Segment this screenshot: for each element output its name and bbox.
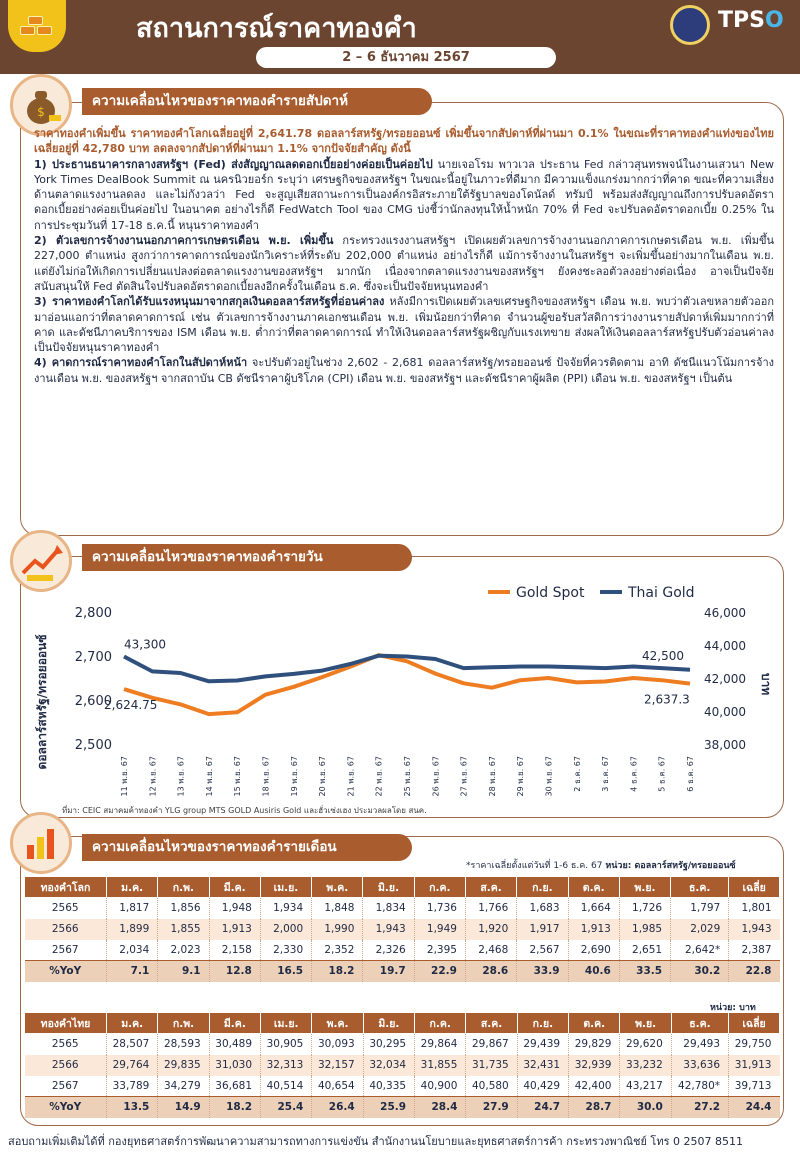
series-line-gold-spot bbox=[124, 655, 690, 714]
table-cell: 31,735 bbox=[466, 1055, 517, 1076]
table-row bbox=[25, 1097, 780, 1118]
table-cell: 28,593 bbox=[158, 1034, 209, 1055]
y-tick-left: 2,700 bbox=[74, 650, 112, 665]
table-cell: 29,750 bbox=[729, 1034, 780, 1055]
table-cell: 33,232 bbox=[620, 1055, 671, 1076]
table-cell: 31,913 bbox=[729, 1055, 780, 1076]
y-axis-left-label: ดอลลาร์สหรัฐ/ทรอยออนซ์ bbox=[35, 634, 49, 770]
x-tick-label: 20 พ.ย. 67 bbox=[318, 756, 328, 797]
table-cell: 1,797 bbox=[671, 898, 729, 919]
table-cell: 2,468 bbox=[465, 940, 516, 961]
table-cell: 28.7 bbox=[569, 1097, 620, 1118]
table-cell: 2,387 bbox=[729, 940, 780, 961]
table-cell: 2,690 bbox=[568, 940, 619, 961]
table-cell: 2,642* bbox=[671, 940, 729, 961]
table-cell: 29,764 bbox=[107, 1055, 158, 1076]
table-column-header: ก.ค. bbox=[415, 1013, 466, 1034]
table-cell: 22.8 bbox=[729, 961, 780, 982]
table-row bbox=[25, 961, 780, 982]
row-label: %YoY bbox=[25, 961, 107, 982]
x-tick-label: 18 พ.ย. 67 bbox=[261, 756, 271, 797]
table-cell: 40,514 bbox=[261, 1076, 312, 1097]
y-tick-right: 42,000 bbox=[704, 672, 746, 686]
table-cell: 18.2 bbox=[209, 1097, 260, 1118]
x-tick-label: 28 พ.ย. 67 bbox=[487, 756, 497, 797]
table-cell: 33.5 bbox=[619, 961, 670, 982]
table-cell: 30,093 bbox=[312, 1034, 363, 1055]
table-column-header: ม.ค. bbox=[107, 877, 158, 898]
daily-price-chart bbox=[20, 574, 780, 804]
table-column-header: พ.ย. bbox=[620, 1013, 671, 1034]
table-cell: 39,713 bbox=[729, 1076, 780, 1097]
ministry-seal-icon bbox=[670, 5, 710, 45]
table-cell: 1,766 bbox=[465, 898, 516, 919]
table-cell: 1,990 bbox=[312, 919, 363, 940]
table-cell: 2,000 bbox=[260, 919, 311, 940]
table-column-header: ต.ค. bbox=[569, 1013, 620, 1034]
table-cell: 1,848 bbox=[312, 898, 363, 919]
table-cell: 32,939 bbox=[569, 1055, 620, 1076]
table-cell: 30,295 bbox=[363, 1034, 414, 1055]
table-column-header: เม.ย. bbox=[261, 1013, 312, 1034]
table-cell: 2,352 bbox=[312, 940, 363, 961]
table-cell: 28.6 bbox=[465, 961, 516, 982]
table-cell: 32,431 bbox=[517, 1055, 568, 1076]
table-cell: 31,855 bbox=[415, 1055, 466, 1076]
table-cell: 9.1 bbox=[158, 961, 209, 982]
table-corner-header: ทองคำโลก bbox=[25, 877, 107, 898]
weekly-point: 2) ตัวเลขการจ้างงานนอกภาคการเกษตรเดือน พ.ย. เพิ่มขึ้น กระทรวงแรงงานสหรัฐฯ เปิดเผยตัวเลขการจ้างงานนอกภาคการเกษตรเดือน พ.ย. เพิ่มขึ้น 227,000 ตำแหน่ง สูงกว่าการคาดการณ์ของนักวิเคราะห์ที่ระดับ 202,000 ตำแหน่ง อย่างไรก็ดี แม้การจ้างงานในสหรัฐฯ จะเพิ่มขึ้นอย่างมากในเดือน พ.ย. แต่ยังไม่ก่อให้เกิดการเปลี่ยนแปลงต่อตลาดแรงงานของสหรัฐฯ มากนัก เนื่องจากตลาดแรงงานของสหรัฐฯ ยังคงชะลอตัวลงอย่างต่อเนื่อง อาจเป็นปัจจัยสนับสนุนให้ Fed ตัดสินใจปรับลดอัตราดอกเบี้ยลงอีกครั้งในเดือน ธ.ค. ซึ่งจะเป็นปัจจัยหนุนทองคำ bbox=[34, 234, 775, 293]
gold-bars-icon bbox=[8, 0, 66, 52]
table-cell: 32,313 bbox=[261, 1055, 312, 1076]
weekly-lead: ราคาทองคำเพิ่มขึ้น ราคาทองคำโลกเฉลี่ยอยู่ที่ 2,641.78 ดอลลาร์สหรัฐ/ทรอยออนซ์ เพิ่มขึ้นจากสัปดาห์ที่ผ่านมา 0.1% ในขณะที่ราคาทองคำแท่งของไทยเฉลี่ยอยู่ที่ 42,780 บาท ลดลงจากสัปดาห์ที่ผ่านมา 1.1% จากปัจจัยสำคัญ ดังนี้ bbox=[34, 127, 774, 156]
tpso-logo: TPSO bbox=[718, 8, 784, 33]
table-cell: 2,567 bbox=[517, 940, 568, 961]
table-cell: 27.9 bbox=[466, 1097, 517, 1118]
page-title: สถานการณ์ราคาทองคำ bbox=[136, 13, 417, 44]
table-column-header: มิ.ย. bbox=[363, 1013, 414, 1034]
table-cell: 29,439 bbox=[517, 1034, 568, 1055]
table-note: *ราคาเฉลี่ยตั้งแต่วันที่ 1-6 ธ.ค. 67 หน่วย: ดอลลาร์สหรัฐ/ทรอยออนซ์ bbox=[466, 861, 736, 871]
table-cell: 14.9 bbox=[158, 1097, 209, 1118]
table-cell: 1,985 bbox=[619, 919, 670, 940]
table-column-header: มิ.ย. bbox=[363, 877, 414, 898]
table-cell: 2,158 bbox=[209, 940, 260, 961]
table-cell: 1,834 bbox=[363, 898, 414, 919]
table-cell: 29,835 bbox=[158, 1055, 209, 1076]
table-cell: 25.9 bbox=[363, 1097, 414, 1118]
table-cell: 1,920 bbox=[465, 919, 516, 940]
x-tick-label: 26 พ.ย. 67 bbox=[431, 756, 441, 797]
y-tick-left: 2,600 bbox=[74, 694, 112, 709]
table-cell: 32,034 bbox=[363, 1055, 414, 1076]
row-label: 2565 bbox=[51, 1038, 79, 1051]
table-cell: 1,917 bbox=[517, 919, 568, 940]
table-cell: 1,855 bbox=[158, 919, 209, 940]
x-tick-label: 3 ธ.ค. 67 bbox=[601, 756, 611, 792]
table-cell: 2,395 bbox=[414, 940, 465, 961]
table-column-header: เฉลี่ย bbox=[729, 1013, 780, 1034]
table-cell: 1,943 bbox=[729, 919, 780, 940]
table-cell: 1,736 bbox=[414, 898, 465, 919]
table-cell: 30,489 bbox=[209, 1034, 260, 1055]
row-label: 2566 bbox=[25, 1055, 107, 1076]
table-cell: 2,326 bbox=[363, 940, 414, 961]
legend-label-thai-gold: Thai Gold bbox=[628, 585, 695, 601]
x-tick-label: 21 พ.ย. 67 bbox=[346, 756, 356, 797]
table-cell: 34,279 bbox=[158, 1076, 209, 1097]
y-tick-right: 40,000 bbox=[704, 705, 746, 719]
table-cell: 1,948 bbox=[209, 898, 260, 919]
table-column-header: เฉลี่ย bbox=[729, 877, 780, 898]
table-cell: 2,034 bbox=[107, 940, 158, 961]
table-cell: 31,030 bbox=[209, 1055, 260, 1076]
x-tick-label: 4 ธ.ค. 67 bbox=[629, 756, 639, 792]
header-banner bbox=[0, 0, 800, 74]
table-column-header: พ.ค. bbox=[312, 1013, 363, 1034]
world-gold-table bbox=[24, 876, 780, 982]
table-cell: 29,867 bbox=[466, 1034, 517, 1055]
table-column-header: ส.ค. bbox=[466, 1013, 517, 1034]
thai-gold-table bbox=[24, 1012, 780, 1118]
table-cell: 22.9 bbox=[414, 961, 465, 982]
table-column-header: ก.พ. bbox=[158, 1013, 209, 1034]
table-cell: 16.5 bbox=[260, 961, 311, 982]
row-label: %YoY bbox=[25, 1097, 107, 1118]
table-row bbox=[25, 1034, 780, 1055]
table-cell: 1,817 bbox=[107, 898, 158, 919]
table-cell: 1,899 bbox=[107, 919, 158, 940]
table-column-header: เม.ย. bbox=[260, 877, 311, 898]
table-cell: 1,943 bbox=[363, 919, 414, 940]
row-label: 2565 bbox=[51, 902, 79, 915]
table-row bbox=[25, 919, 780, 940]
x-tick-label: 11 พ.ย. 67 bbox=[120, 756, 129, 797]
table-column-header: ก.ค. bbox=[414, 877, 465, 898]
table-cell: 40.6 bbox=[568, 961, 619, 982]
table-column-header: ส.ค. bbox=[465, 877, 516, 898]
y-tick-right: 46,000 bbox=[704, 606, 746, 620]
table-cell: 2,023 bbox=[158, 940, 209, 961]
table-cell: 42,400 bbox=[569, 1076, 620, 1097]
x-tick-label: 19 พ.ย. 67 bbox=[289, 756, 299, 797]
table-row bbox=[25, 898, 780, 919]
data-label-thai-end: 42,500 bbox=[642, 648, 684, 663]
table-cell: 29,864 bbox=[415, 1034, 466, 1055]
table-cell: 12.8 bbox=[209, 961, 260, 982]
table-cell: 40,335 bbox=[363, 1076, 414, 1097]
table-cell: 1,856 bbox=[158, 898, 209, 919]
table-column-header: ก.พ. bbox=[158, 877, 209, 898]
table-cell: 30.0 bbox=[620, 1097, 671, 1118]
table-cell: 40,900 bbox=[415, 1076, 466, 1097]
data-label-thai-start: 43,300 bbox=[124, 637, 166, 652]
table-column-header: พ.ค. bbox=[312, 877, 363, 898]
table-row bbox=[25, 1055, 780, 1076]
weekly-point: 3) ราคาทองคำโลกได้รับแรงหนุนมาจากสกุลเงินดอลลาร์สหรัฐที่อ่อนค่าลง หลังมีการเปิดเผยตัวเลขเศรษฐกิจของสหรัฐฯ เดือน พ.ย. พบว่าตัวเลขหลายตัวออกมาอ่อนแอกว่าที่ตลาดคาดการณ์ เช่น ตัวเลขการจ้างงานภาคเอกชนเดือน พ.ย. เพิ่มน้อยกว่าที่คาด จำนวนผู้ขอรับสวัสดิการว่างงานรายสัปดาห์เพิ่มมากกว่าที่คาด และดัชนีภาคบริการของ ISM เดือน พ.ย. ต่ำกว่าที่ตลาดคาดการณ์ ทำให้เงินดอลลาร์สหรัฐผชิญกับแรงเทขาย ส่งผลให้เงินดอลลาร์สหรัฐปรับตัวอ่อนค่าลงเป็นปัจจัยหนุนราคาทองคำ bbox=[34, 295, 774, 355]
table-corner-header: ทองคำไทย bbox=[25, 1013, 107, 1034]
table-cell: 30.2 bbox=[671, 961, 729, 982]
table-cell: 43,217 bbox=[620, 1076, 671, 1097]
table-cell: 1,934 bbox=[260, 898, 311, 919]
table-column-header: มี.ค. bbox=[209, 1013, 260, 1034]
table-column-header: ก.ย. bbox=[517, 1013, 568, 1034]
source-note: ที่มา: CEIC สมาคมค้าทองคำ YLG group MTS GOLD Ausiris Gold และฮั่วเซ่งเฮง ประมวลผลโดย สนค. bbox=[62, 806, 427, 815]
x-tick-label: 22 พ.ย. 67 bbox=[374, 756, 384, 797]
table-cell: 40,580 bbox=[466, 1076, 517, 1097]
table-row bbox=[25, 1076, 780, 1097]
table-cell: 1,801 bbox=[729, 898, 780, 919]
svg-text:$: $ bbox=[37, 105, 45, 119]
table-column-header: ธ.ค. bbox=[671, 877, 729, 898]
x-tick-label: 15 พ.ย. 67 bbox=[233, 756, 243, 797]
x-tick-label: 2 ธ.ค. 67 bbox=[572, 756, 582, 792]
report-date: 2 – 6 ธันวาคม 2567 bbox=[256, 47, 556, 68]
table-cell: 29,493 bbox=[671, 1034, 728, 1055]
y-axis-right-label: บาท bbox=[759, 672, 773, 696]
row-label: 2567 bbox=[51, 943, 79, 956]
table-cell: 1,683 bbox=[517, 898, 568, 919]
weekly-section-title: ความเคลื่อนไหวของราคาทองคำรายสัปดาห์ bbox=[82, 88, 432, 115]
table-cell: 1,949 bbox=[414, 919, 465, 940]
table-column-header: ม.ค. bbox=[107, 1013, 158, 1034]
table-column-header: ก.ย. bbox=[517, 877, 568, 898]
table-cell: 25.4 bbox=[261, 1097, 312, 1118]
weekly-point: 4) คาดการณ์ราคาทองคำโลกในสัปดาห์หน้า จะปรับตัวอยู่ในช่วง 2,602 - 2,681 ดอลลาร์สหรัฐ/ทรอยออนซ์ ปัจจัยที่ควรติดตาม อาทิ ดัชนีแนวโน้มการจ้างงานเดือน พ.ย. ของสหรัฐฯ จากสถาบัน CB ดัชนีราคาผู้บริโภค (CPI) เดือน พ.ย. ของสหรัฐฯ และดัชนีราคาผู้ผลิต (PPI) เดือน พ.ย. ของสหรัฐฯ เป็นต้น bbox=[34, 356, 774, 385]
table-cell: 7.1 bbox=[107, 961, 158, 982]
table-cell: 26.4 bbox=[312, 1097, 363, 1118]
x-tick-label: 6 ธ.ค. 67 bbox=[686, 756, 695, 792]
table-cell: 40,429 bbox=[517, 1076, 568, 1097]
table-column-header: ต.ค. bbox=[568, 877, 619, 898]
y-tick-right: 44,000 bbox=[704, 639, 746, 653]
data-label-gold-start: 2,624.75 bbox=[104, 698, 158, 713]
x-tick-label: 12 พ.ย. 67 bbox=[148, 756, 158, 797]
table-cell: 29,829 bbox=[569, 1034, 620, 1055]
x-tick-label: 5 ธ.ค. 67 bbox=[657, 756, 667, 792]
table-column-header: พ.ย. bbox=[619, 877, 670, 898]
table-column-header: ธ.ค. bbox=[671, 1013, 728, 1034]
x-tick-label: 13 พ.ย. 67 bbox=[176, 756, 186, 797]
x-tick-label: 14 พ.ย. 67 bbox=[204, 756, 214, 797]
y-tick-right: 38,000 bbox=[704, 738, 746, 752]
table-row bbox=[25, 940, 780, 961]
x-tick-label: 30 พ.ย. 67 bbox=[544, 756, 554, 797]
table-cell: 32,157 bbox=[312, 1055, 363, 1076]
row-label: 2567 bbox=[51, 1079, 79, 1092]
table-cell: 29,620 bbox=[620, 1034, 671, 1055]
table-cell: 33.9 bbox=[517, 961, 568, 982]
table-cell: 2,330 bbox=[260, 940, 311, 961]
table-cell: 18.2 bbox=[312, 961, 363, 982]
monthly-section-title: ความเคลื่อนไหวของราคาทองคำรายเดือน bbox=[82, 834, 412, 861]
table-cell: 1,913 bbox=[568, 919, 619, 940]
table-cell: 28,507 bbox=[107, 1034, 158, 1055]
daily-section-title: ความเคลื่อนไหวของราคาทองคำรายวัน bbox=[82, 544, 412, 571]
table-cell: 33,636 bbox=[671, 1055, 728, 1076]
table-cell: 2,651 bbox=[619, 940, 670, 961]
weekly-summary bbox=[34, 126, 774, 386]
table-cell: 1,664 bbox=[568, 898, 619, 919]
unit-thb: หน่วย: บาท bbox=[710, 1003, 756, 1013]
row-label: 2566 bbox=[25, 919, 107, 940]
x-tick-label: 27 พ.ย. 67 bbox=[459, 756, 469, 797]
table-cell: 28.4 bbox=[415, 1097, 466, 1118]
table-cell: 40,654 bbox=[312, 1076, 363, 1097]
y-tick-left: 2,500 bbox=[74, 738, 112, 753]
table-cell: 19.7 bbox=[363, 961, 414, 982]
x-tick-label: 29 พ.ย. 67 bbox=[516, 756, 526, 797]
weekly-point: 1) ประธานธนาคารกลางสหรัฐฯ (Fed) ส่งสัญญาณลดดอกเบี้ยอย่างค่อยเป็นค่อยไป นายเจอโรม พาวเวล ประธาน Fed กล่าวสุนทรพจน์ในงานเสวนา New York Times DealBook Summit ณ นครนิวยอร์ก ระบุว่า เศรษฐกิจของสหรัฐฯ ในขณะนี้อยู่ในภาวะที่ดีมาก มีความแข็งแกร่งมากกว่าที่คาด ขณะที่ความเสี่ยงด้านตลาดแรงงานลดลง และไม่กังวลว่า Fed จะสูญเสียสถานะการเป็นองค์กรอิสระภายใต้รัฐบาลของโดนัลด์ ทรัมป์ พร้อมส่งสัญญาณถึงการปรับลดอัตราดอกเบี้ยอย่างค่อยเป็นค่อยไป ในอนาคต อย่างไรก็ดี FedWatch Tool ของ CMG บ่งชี้ว่านักลงทุนให้น้ำหนัก 70% ที่ Fed จะปรับลดอัตราดอกเบี้ย 0.25% ในการประชุมวันที่ 17-18 ธ.ค.นี้ หนุนราคาทองคำ bbox=[34, 157, 774, 232]
table-cell: 13.5 bbox=[107, 1097, 158, 1118]
table-cell: 30,905 bbox=[261, 1034, 312, 1055]
bar-chart-icon bbox=[10, 812, 72, 874]
table-cell: 42,780* bbox=[671, 1076, 728, 1097]
table-cell: 36,681 bbox=[209, 1076, 260, 1097]
y-tick-left: 2,800 bbox=[74, 606, 112, 621]
legend-label-gold-spot: Gold Spot bbox=[516, 585, 585, 601]
x-tick-label: 25 พ.ย. 67 bbox=[403, 756, 412, 797]
footer-contact: สอบถามเพิ่มเติมได้ที่ กองยุทธศาสตร์การพัฒนาความสามารถทางการแข่งขัน สำนักงานนโยบายและยุทธศาสตร์การค้า กระทรวงพาณิชย์ โทร 0 2507 8511 bbox=[8, 1135, 743, 1148]
table-cell: 33,789 bbox=[107, 1076, 158, 1097]
table-cell: 27.2 bbox=[671, 1097, 728, 1118]
table-cell: 24.4 bbox=[729, 1097, 780, 1118]
table-cell: 24.7 bbox=[517, 1097, 568, 1118]
table-cell: 1,726 bbox=[619, 898, 670, 919]
table-cell: 1,913 bbox=[209, 919, 260, 940]
table-cell: 2,029 bbox=[671, 919, 729, 940]
data-label-gold-end: 2,637.3 bbox=[644, 692, 690, 707]
table-column-header: มี.ค. bbox=[209, 877, 260, 898]
